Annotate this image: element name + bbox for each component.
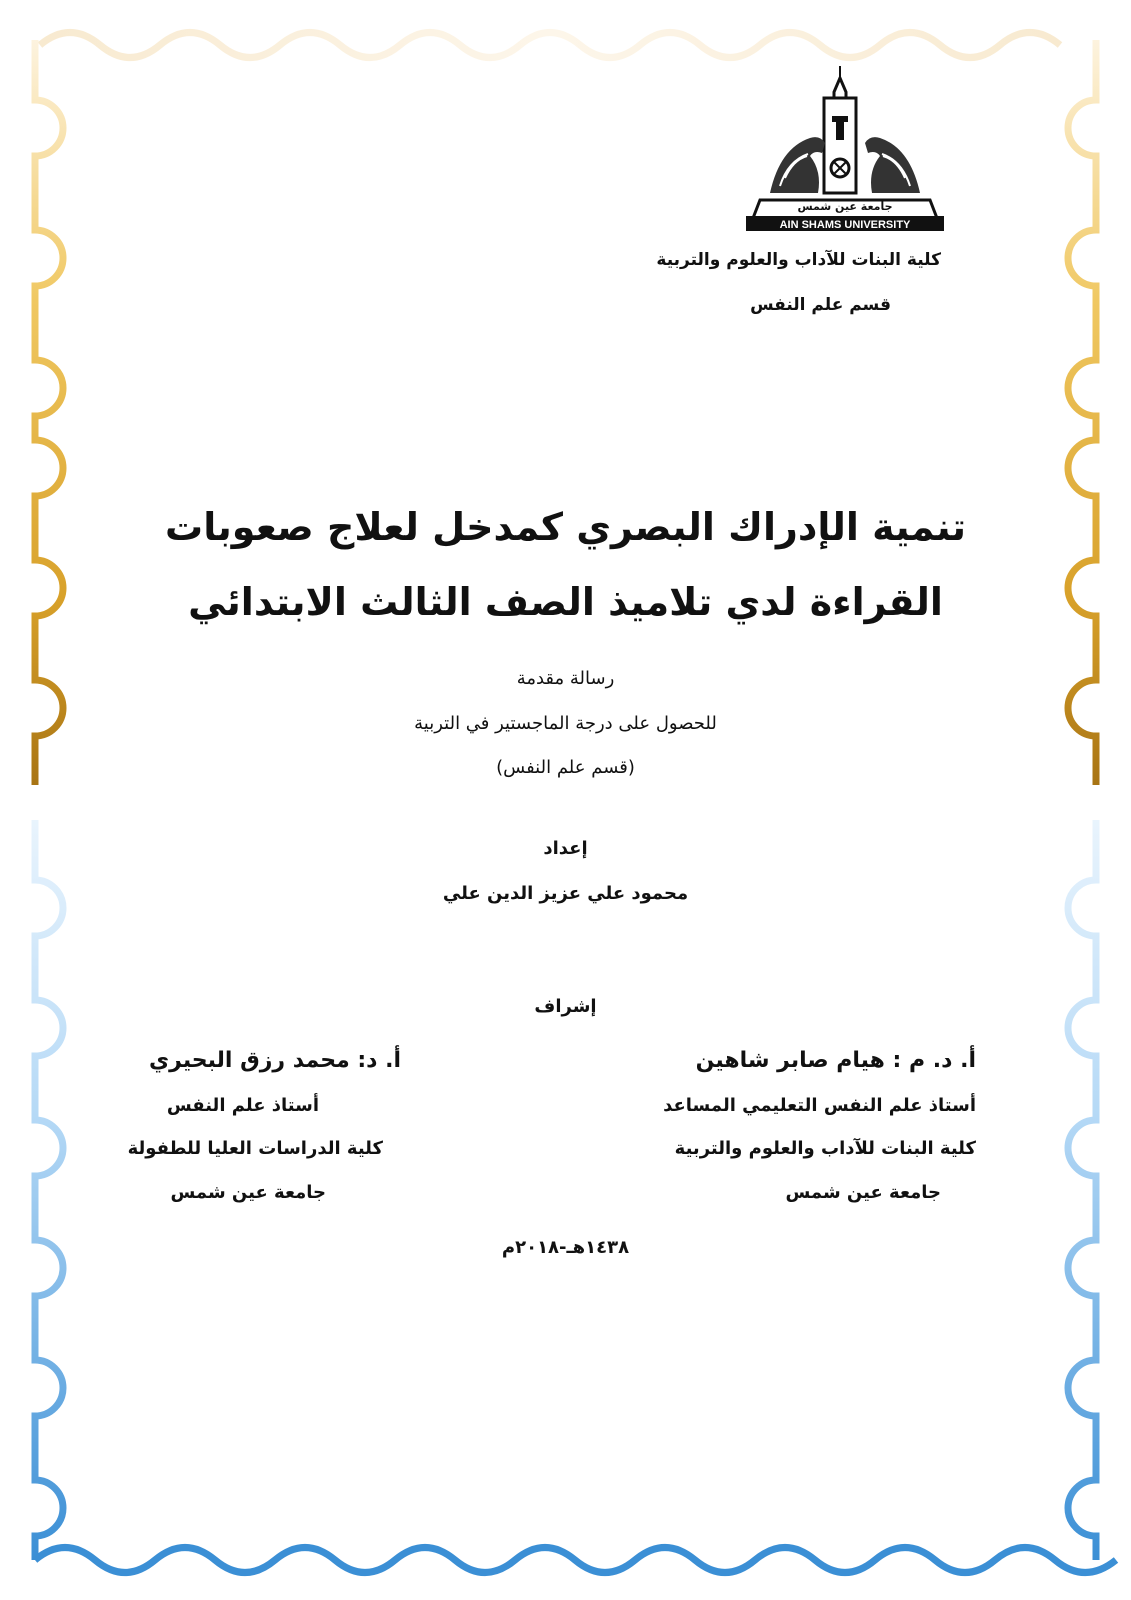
submission-line2: للحصول على درجة الماجستير في التربية: [414, 713, 717, 734]
university-logo: [740, 58, 950, 233]
supervision-label: إشراف: [534, 996, 597, 1017]
thesis-title-line2: القراءة لدي تلاميذ الصف الثالث الابتدائي: [188, 580, 943, 624]
author-name: محمود علي عزيز الدين علي: [442, 883, 689, 904]
submission-line1: رسالة مقدمة: [516, 668, 615, 689]
supervisor2-title: أستاذ علم النفس: [166, 1095, 319, 1116]
supervisor2-university: جامعة عين شمس: [170, 1182, 326, 1203]
submission-line3: (قسم علم النفس): [496, 757, 635, 778]
preparation-label: إعداد: [543, 838, 588, 859]
supervisor2-college: كلية الدراسات العليا للطفولة: [127, 1138, 383, 1159]
logo-arabic-banner: جامعة عين شمس: [797, 200, 893, 213]
supervisor1-name: أ. د. م : هيام صابر شاهين: [695, 1048, 976, 1073]
supervisor1-title: أستاذ علم النفس التعليمي المساعد: [663, 1095, 976, 1116]
college-name: كلية البنات للآداب والعلوم والتربية: [656, 250, 941, 270]
department-name: قسم علم النفس: [750, 295, 891, 315]
date: ١٤٣٨هـ-٢٠١٨م: [501, 1237, 630, 1258]
supervisor2-name: أ. د: محمد رزق البحيري: [148, 1048, 401, 1073]
thesis-title-line1: تنمية الإدراك البصري كمدخل لعلاج صعوبات: [165, 505, 966, 549]
supervisor1-college: كلية البنات للآداب والعلوم والتربية: [674, 1138, 976, 1159]
supervisor1-university: جامعة عين شمس: [785, 1182, 941, 1203]
logo-caption: AIN SHAMS UNIVERSITY: [779, 219, 911, 231]
